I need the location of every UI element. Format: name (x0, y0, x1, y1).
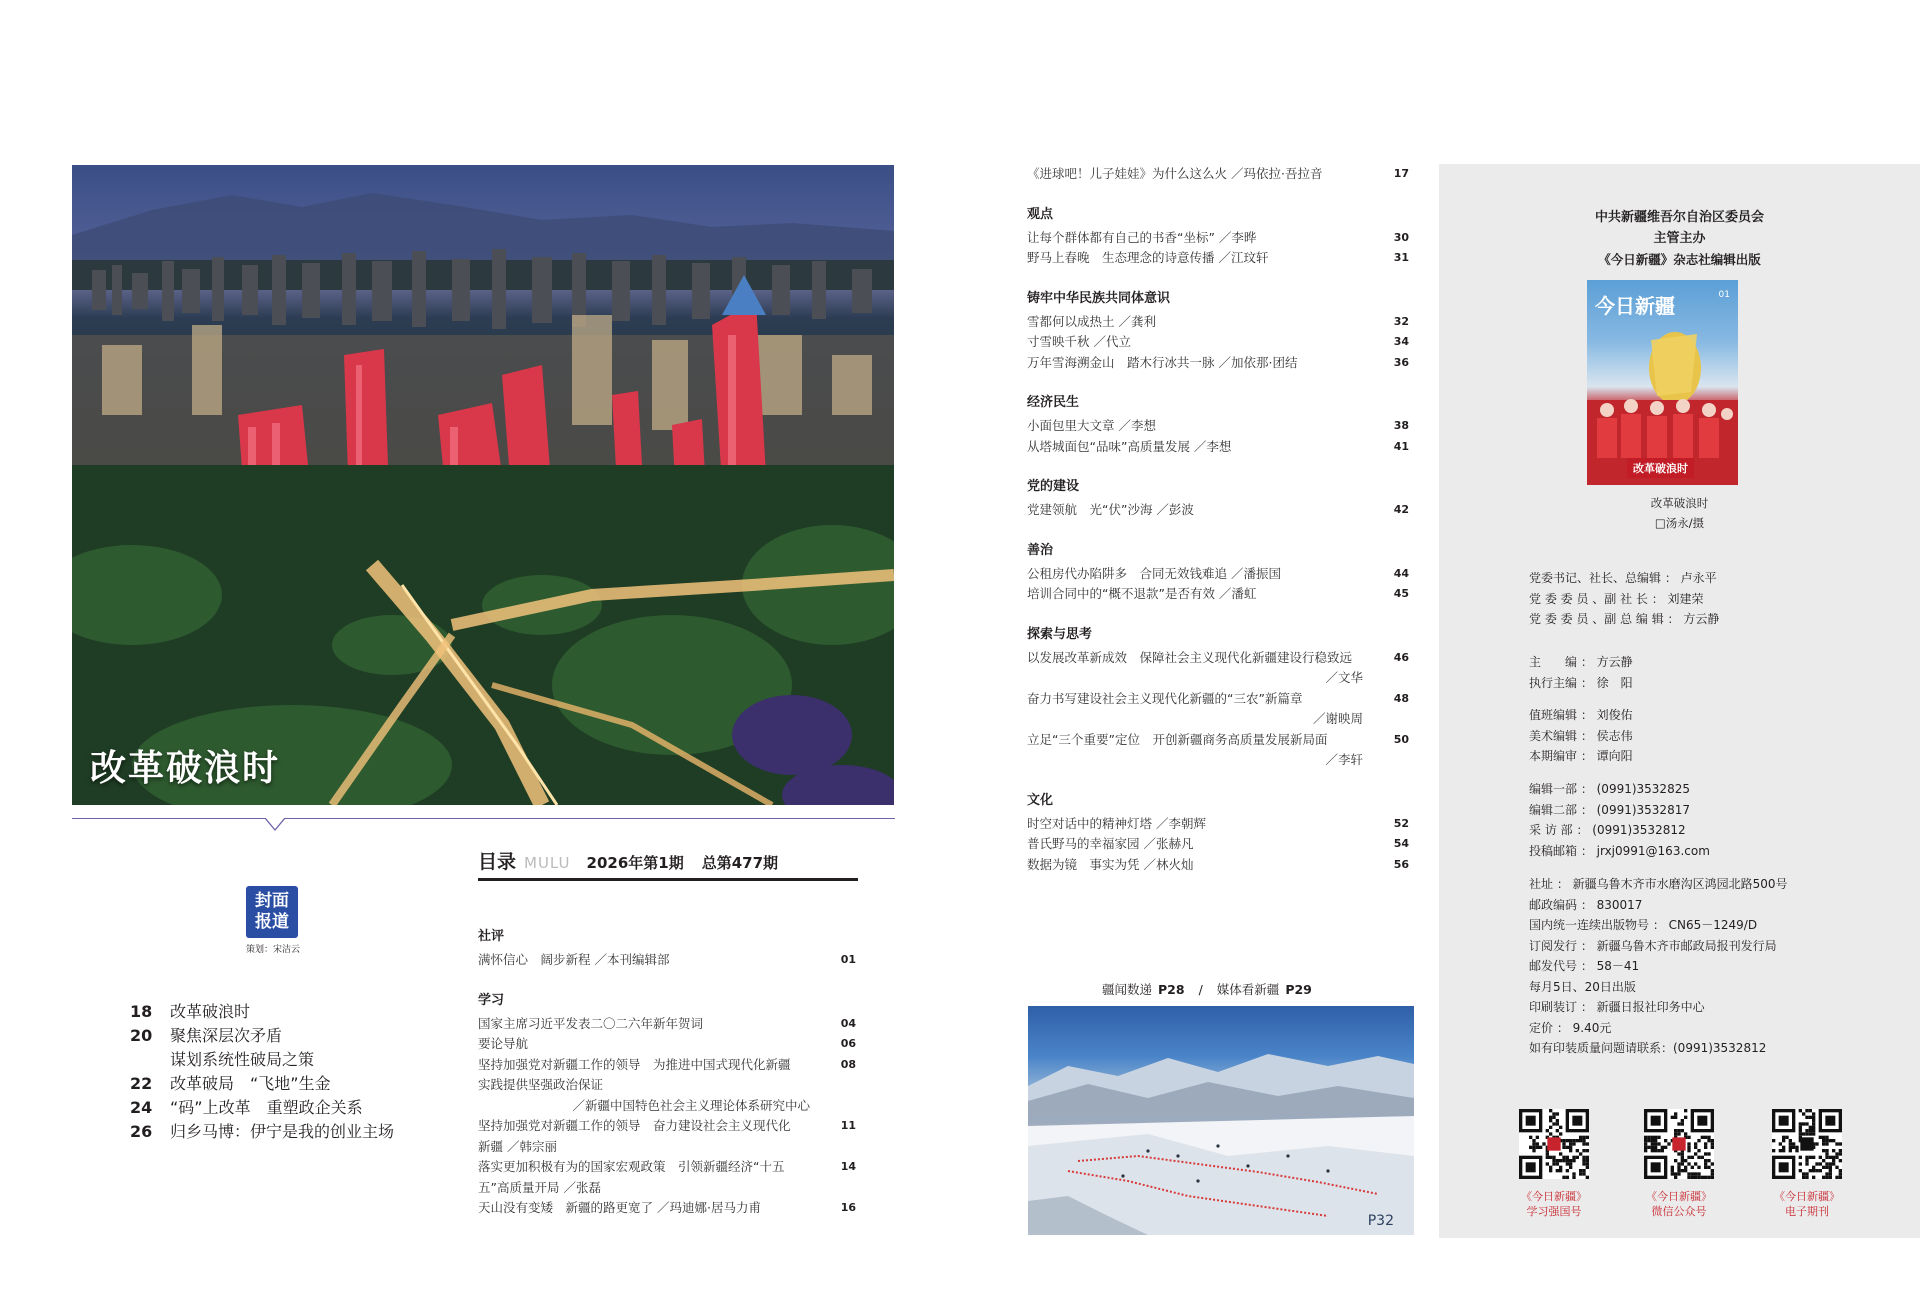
qr-pattern (1644, 1109, 1714, 1179)
toc-header (478, 847, 858, 874)
qr-code-icon (1519, 1109, 1589, 1179)
qr-caption-line: 《今日新疆》 (1774, 1190, 1840, 1203)
leader-line: 党 委 委 员 、副 总 编 辑 ： 方云静 (1529, 612, 1720, 626)
toc-entry-text: 从塔城面包“品味”高质量发展 ／李想 (1027, 438, 1232, 454)
qr-xuexi[interactable] (1504, 1109, 1604, 1219)
cover-story-item[interactable] (130, 1072, 394, 1096)
toc-entry-page: 32 (1393, 314, 1409, 328)
toc-entry[interactable] (1027, 248, 1409, 269)
toc-entry-text: 奋力书写建设社会主义现代化新疆的“三农”新篇章 (1027, 690, 1303, 706)
pointer-notch-icon (265, 818, 285, 832)
cover-story-page: 26 (130, 1122, 153, 1141)
toc-entry-text: 培训合同中的“概不退款”是否有效 ／潘虹 (1027, 586, 1257, 601)
toc-entry-page: 14 (840, 1160, 856, 1173)
promo-page-1: P28 (1158, 982, 1185, 997)
qr-caption-line: 《今日新疆》 (1521, 1190, 1587, 1203)
toc-entry-page: 48 (1393, 691, 1409, 705)
contact-email[interactable]: 投稿邮箱 ： jrxj0991@163.com (1529, 843, 1710, 858)
cover-title: 改革破浪时 (90, 748, 281, 789)
badge-line-1: 封面 (255, 891, 289, 911)
ski-resort-photo (1028, 1006, 1414, 1235)
toc-entry[interactable] (1027, 164, 1409, 185)
detail-line: 邮政编码 ： 830017 (1529, 897, 1643, 912)
promo-item-2[interactable]: 媒体看新疆 (1216, 982, 1280, 997)
toc-entry-page: 38 (1393, 419, 1409, 432)
toc-section-heading: 党的建设 (1027, 479, 1080, 494)
cover-story-title: 改革破浪时 (170, 1002, 251, 1021)
cover-story-item[interactable] (130, 1000, 394, 1024)
issue-number: 2026年第1期 (586, 854, 684, 872)
toc-entry[interactable] (478, 1034, 856, 1055)
mini-cover-strip: 改革破浪时 (1627, 458, 1694, 478)
toc-entry-text: 雪都何以成热土 ／龚利 (1027, 313, 1156, 329)
contact-line: 编辑二部 ： (0991)3532817 (1529, 802, 1690, 817)
qr-caption-line: 学习强国号 (1526, 1205, 1582, 1218)
toc-entry-text: 五”高质量开局 ／张磊 (478, 1179, 601, 1195)
toc-entry-text: 以发展改革新成效 保障社会主义现代化新疆建设行稳致远 (1027, 649, 1353, 665)
toc-title-pinyin: MULU (524, 854, 571, 872)
toc-entry-text: 新疆 ／韩宗丽 (478, 1138, 557, 1154)
detail-line: 订阅发行 ： 新疆乌鲁木齐市邮政局报刊发行局 (1529, 938, 1777, 953)
toc-entry-page: 42 (1393, 503, 1409, 516)
cover-story-title: 归乡马博：伊宁是我的创业主场 (170, 1122, 395, 1141)
toc-entry[interactable] (1027, 648, 1409, 689)
snow-mountain-illustration (1028, 1006, 1414, 1235)
cover-story-list (130, 1000, 394, 1144)
toc-entry[interactable] (1027, 353, 1409, 374)
cover-story-title: “码”上改革 重塑政企关系 (170, 1098, 363, 1117)
cover-story-title: 聚焦深层次矛盾 (170, 1026, 283, 1045)
toc-entry-text: 让每个群体都有自己的书香“坐标” ／李晔 (1027, 229, 1257, 245)
toc-title: 目录 (478, 851, 517, 873)
toc-section-heading: 经济民生 (1027, 395, 1080, 410)
cover-story-page: 22 (130, 1074, 153, 1093)
city-skyline-illustration (72, 165, 894, 805)
toc-entry[interactable] (1027, 689, 1409, 730)
leader-line: 党 委 委 员 、副 社 长 ： 刘建荣 (1529, 591, 1704, 606)
qr-caption-line: 微信公众号 (1651, 1205, 1707, 1218)
toc-entry-text: 公租房代办陷阱多 合同无效钱难追 ／潘振国 (1027, 565, 1281, 581)
total-issue-number: 总第477期 (701, 854, 779, 872)
editor-line: 主 编 ： 方云静 (1529, 655, 1633, 669)
toc-entry-text: ／谢映周 (1312, 711, 1363, 726)
toc-entry-text: 立足“三个重要”定位 开创新疆商务高质量发展新局面 (1027, 731, 1328, 747)
contact-line: 采 访 部 ： (0991)3532812 (1529, 823, 1686, 837)
qr-caption (1504, 1189, 1604, 1219)
cover-story-page: 18 (130, 1002, 153, 1021)
toc-entry[interactable] (1027, 332, 1409, 353)
detail-line: 印刷装订 ： 新疆日报社印务中心 (1529, 1000, 1705, 1014)
detail-line: 每月5日、20日出版 (1529, 979, 1636, 994)
cover-caption: 改革破浪时 (1650, 496, 1709, 510)
qr-pattern (1519, 1109, 1589, 1179)
toc-section-heading: 善治 (1027, 542, 1054, 558)
toc-entry-text: 坚持加强党对新疆工作的领导 为推进中国式现代化新疆 (478, 1056, 791, 1072)
toc-header-rule (478, 878, 858, 881)
detail-line: 社址 ： 新疆乌鲁木齐市水磨沟区鸿园北路500号 (1529, 877, 1788, 891)
toc-entry-page: 41 (1393, 439, 1409, 453)
promo-line (1102, 980, 1312, 998)
toc-entry[interactable] (478, 1014, 856, 1035)
toc-entry[interactable] (1027, 584, 1409, 605)
staff-line: 美术编辑 ： 侯志伟 (1529, 728, 1633, 743)
toc-entry[interactable] (478, 950, 856, 971)
toc-entry-text: ／李轩 (1325, 752, 1363, 767)
toc-entry-page: 54 (1393, 837, 1409, 850)
toc-entry-page: 01 (840, 953, 856, 966)
toc-entry-text: 寸雪映千秋 ／代立 (1027, 334, 1131, 349)
toc-entry-text: 国家主席习近平发表二〇二六年新年贺词 (478, 1015, 704, 1031)
cover-story-item[interactable] (130, 1096, 394, 1120)
toc-entry-page: 56 (1393, 857, 1409, 871)
toc-entry[interactable] (1027, 814, 1409, 835)
toc-entry[interactable] (1027, 730, 1409, 771)
toc-entry[interactable] (478, 1055, 856, 1117)
toc-entry[interactable] (478, 1116, 856, 1157)
toc-entry-text: 时空对话中的精神灯塔 ／李朝辉 (1027, 815, 1206, 831)
toc-entry-text: 数据为镜 事实为凭 ／林火灿 (1027, 856, 1194, 872)
toc-entry-page: 36 (1393, 355, 1409, 369)
toc-entry-page: 45 (1393, 587, 1409, 600)
editors-block (1529, 652, 1633, 693)
toc-entry-page: 50 (1393, 732, 1409, 746)
leaders-block (1529, 568, 1719, 630)
badge-credit: 策划：宋洁云 (246, 945, 301, 955)
qr-code-icon (1772, 1109, 1842, 1179)
toc-entry-page: 44 (1393, 566, 1409, 580)
qr-caption-line: 电子期刊 (1785, 1205, 1829, 1218)
cover-story-title: 改革破局 “飞地”生金 (170, 1074, 331, 1093)
toc-section-heading: 社评 (478, 929, 505, 944)
toc-entry-page: 08 (840, 1057, 856, 1071)
toc-entry-page: 30 (1393, 230, 1409, 244)
cover-story-item[interactable] (130, 1024, 394, 1048)
photo-page-label: P32 (1367, 1213, 1394, 1229)
qr-caption (1629, 1189, 1729, 1219)
toc-entry[interactable] (1027, 564, 1409, 585)
detail-line: 如有印装质量问题请联系：(0991)3532812 (1529, 1041, 1767, 1055)
qr-code-icon (1644, 1109, 1714, 1179)
cover-story-page: 20 (130, 1026, 153, 1045)
qr-caption-line: 《今日新疆》 (1646, 1190, 1712, 1203)
cover-story-page: 24 (130, 1098, 153, 1117)
promo-separator: / (1198, 982, 1203, 997)
staff-block (1529, 705, 1633, 767)
contacts-block (1529, 779, 1710, 861)
toc-entry[interactable] (1027, 437, 1409, 458)
toc-section-heading: 铸牢中华民族共同体意识 (1027, 290, 1171, 306)
toc-entry[interactable] (1027, 500, 1409, 521)
toc-entry[interactable] (1027, 855, 1409, 876)
toc-entry[interactable] (478, 1157, 856, 1198)
qr-pattern (1772, 1109, 1842, 1179)
toc-entry-text: 党建领航 光“伏”沙海 ／彭波 (1027, 502, 1194, 517)
toc-entry-text: 普氏野马的幸福家园 ／张赫凡 (1027, 836, 1194, 851)
publisher-line: 《今日新疆》杂志社编辑出版 (1598, 252, 1761, 267)
toc-entry-page: 34 (1393, 335, 1409, 348)
toc-entry-text: 小面包里大文章 ／李想 (1027, 418, 1156, 433)
details-block (1529, 874, 1788, 1059)
toc-entry-page: 52 (1393, 816, 1409, 830)
mini-cover-title: 今日新疆 (1595, 294, 1675, 318)
promo-item-1[interactable]: 疆闻数递 (1102, 982, 1153, 997)
toc-entry-text: 实践提供坚强政治保证 (478, 1077, 604, 1092)
toc-entry-page: 31 (1393, 251, 1409, 264)
toc-section-heading: 文化 (1027, 792, 1054, 808)
badge-line-2: 报道 (255, 912, 289, 932)
toc-section-heading: 学习 (478, 992, 505, 1008)
leader-line: 党委书记、社长、总编辑 ： 卢永平 (1529, 571, 1717, 585)
toc-entry-text: 野马上春晚 生态理念的诗意传播 ／江玟轩 (1027, 250, 1269, 265)
toc-entry[interactable] (1027, 416, 1409, 437)
detail-line: 定价 ： 9.40元 (1529, 1020, 1612, 1035)
cover-story-page (130, 1048, 170, 1072)
detail-line: 邮发代号 ： 58－41 (1529, 959, 1640, 973)
cover-story-item[interactable] (130, 1120, 394, 1144)
sponsor-line-1: 中共新疆维吾尔自治区委员会 (1594, 210, 1764, 225)
toc-entry-text: 坚持加强党对新疆工作的领导 奋力建设社会主义现代化 (478, 1118, 791, 1133)
contact-line: 编辑一部 ： (0991)3532825 (1529, 782, 1690, 796)
divider-line (72, 818, 895, 819)
toc-column-middle (478, 925, 856, 1219)
toc-entry-text: 万年雪海溯金山 踏木行冰共一脉 ／加依那·团结 (1027, 354, 1298, 370)
toc-entry-page: 46 (1393, 650, 1409, 664)
qr-ejournal[interactable] (1757, 1109, 1857, 1219)
toc-entry-text: ／新疆中国特色社会主义理论体系研究中心 (572, 1097, 810, 1113)
toc-section-heading: 观点 (1027, 206, 1054, 222)
detail-line: 国内统一连续出版物号 ： CN65－1249/D (1529, 918, 1758, 932)
toc-column-right (1027, 164, 1409, 875)
toc-entry-text: ／文华 (1325, 670, 1363, 685)
toc-entry-text: 天山没有变矮 新疆的路更宽了 ／玛迪娜·居马力甫 (478, 1200, 761, 1215)
cover-photo-city-night (72, 165, 894, 805)
toc-entry[interactable] (1027, 834, 1409, 855)
promo-page-2: P29 (1285, 982, 1312, 997)
staff-line: 值班编辑 ： 刘俊佑 (1529, 708, 1633, 722)
toc-entry-text: 满怀信心 阔步新程 ／本刊编辑部 (478, 952, 670, 967)
toc-entry-page: 06 (840, 1037, 856, 1050)
qr-caption (1757, 1189, 1857, 1219)
toc-entry-text: 落实更加积极有为的国家宏观政策 引领新疆经济“十五 (478, 1159, 785, 1174)
sponsor-line-2: 主管主办 (1653, 231, 1706, 246)
toc-entry[interactable] (1027, 312, 1409, 333)
toc-entry-page: 16 (840, 1201, 856, 1214)
masthead-panel (1439, 164, 1920, 1238)
cover-story-title: 谋划系统性破局之策 (170, 1050, 315, 1069)
toc-entry-page: 04 (840, 1016, 856, 1030)
editor-line: 执行主编 ： 徐 阳 (1529, 675, 1633, 690)
magazine-cover-thumbnail[interactable] (1587, 280, 1738, 485)
staff-line: 本期编审 ： 谭向阳 (1529, 749, 1633, 763)
photo-credit: □汤永/摄 (1654, 516, 1705, 530)
toc-entry-page: 17 (1393, 167, 1409, 180)
mini-cover-issue: 01 (1718, 290, 1730, 300)
toc-entry[interactable] (478, 1198, 856, 1219)
qr-wechat[interactable] (1629, 1109, 1729, 1219)
toc-section-heading: 探索与思考 (1027, 626, 1093, 642)
toc-entry-page: 11 (840, 1119, 856, 1132)
cover-report-badge (246, 886, 298, 938)
toc-entry[interactable] (1027, 228, 1409, 249)
toc-entry-text: 要论导航 (478, 1036, 529, 1051)
cover-story-item[interactable] (130, 1048, 394, 1072)
toc-entry-text: 《进球吧！儿子娃娃》为什么这么火 ／玛依拉·吾拉音 (1027, 166, 1323, 181)
